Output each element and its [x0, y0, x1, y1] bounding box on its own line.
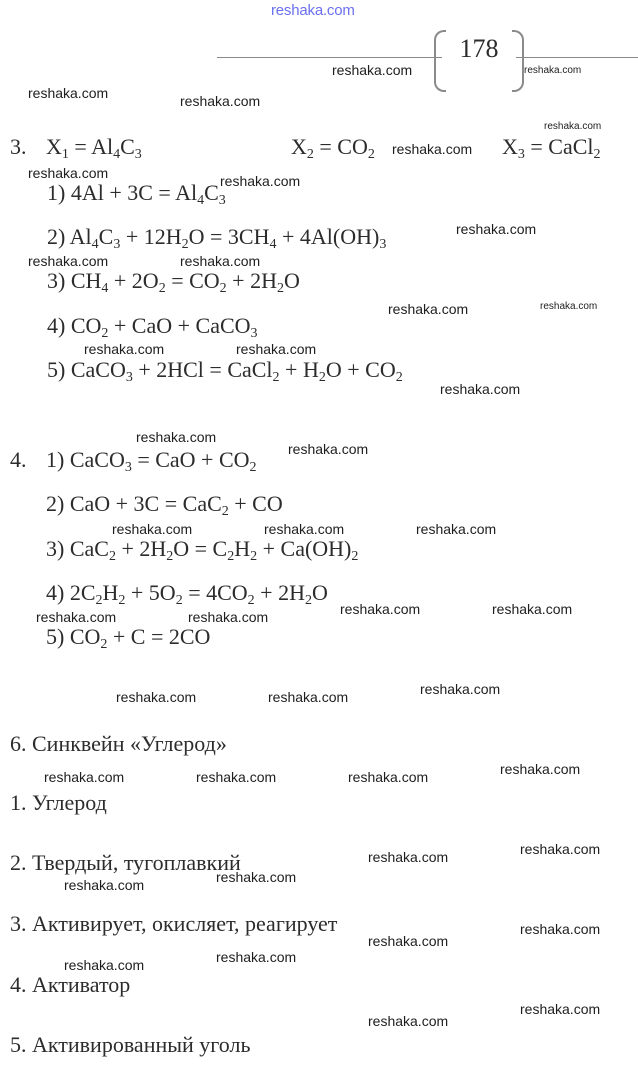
- task3-equation-2: [47, 224, 386, 250]
- formula-text: C: [204, 180, 219, 205]
- formula-text: + Ca(OH): [257, 536, 352, 561]
- cinquain-line-5: 5. Активированный уголь: [10, 1032, 251, 1057]
- watermark: reshaka.com: [368, 933, 449, 949]
- subscript: 3: [113, 237, 121, 252]
- formula-text: 1) 4Al + 3C = Al: [47, 180, 198, 205]
- cinquain-line-4: 4. Активатор: [10, 972, 131, 997]
- cinquain-line-1: 1. Углерод: [10, 790, 107, 815]
- formula-text: 3) CH: [47, 268, 102, 293]
- watermark: reshaka.com: [28, 165, 109, 181]
- formula-text: + H: [279, 357, 319, 382]
- watermark: reshaka.com: [524, 65, 582, 76]
- formula-text: X: [46, 134, 62, 159]
- subscript: 2: [221, 504, 229, 519]
- subscript: 2: [351, 549, 359, 564]
- subscript: 2: [318, 370, 326, 385]
- formula-text: O + CO: [325, 357, 396, 382]
- watermark: reshaka.com: [420, 681, 501, 697]
- subscript: 2: [158, 281, 166, 296]
- task3-x3: [502, 134, 601, 160]
- subscript: 2: [118, 593, 126, 608]
- task4-equation-3: [46, 536, 358, 562]
- subscript: 3: [134, 147, 142, 162]
- watermark: reshaka.com: [264, 521, 345, 537]
- watermark: reshaka.com: [520, 841, 601, 857]
- subscript: 2: [306, 147, 314, 162]
- task3-equation-1: [47, 180, 226, 206]
- formula-text: = CO: [313, 134, 368, 159]
- task3-x2: [291, 134, 375, 160]
- watermark: reshaka.com: [196, 769, 277, 785]
- watermark: reshaka.com: [116, 689, 197, 705]
- formula-text: X: [291, 134, 307, 159]
- subscript: 2: [304, 593, 312, 608]
- task4-equation-4: [46, 580, 328, 606]
- subscript: 1: [61, 147, 69, 162]
- watermark: reshaka.com: [332, 62, 413, 78]
- subscript: 4: [269, 237, 277, 252]
- subscript: 2: [272, 370, 280, 385]
- task4-equation-1: [46, 447, 257, 473]
- task3-equation-5: [47, 357, 403, 383]
- formula-text: + 2O: [108, 268, 159, 293]
- cinquain-line-3: 3. Активирует, окисляет, реагирует: [10, 911, 338, 936]
- formula-text: C: [98, 224, 114, 249]
- page-number: 178: [459, 34, 499, 63]
- subscript: 2: [395, 370, 403, 385]
- task4-number: 4.: [10, 447, 27, 472]
- task3-equation-3: [47, 268, 300, 294]
- subscript: 2: [249, 460, 257, 475]
- task4-equation-2: [46, 491, 283, 517]
- subscript: 2: [227, 549, 235, 564]
- cinquain-line-2: 2. Твердый, тугоплавкий: [10, 850, 241, 875]
- formula-text: + 2H: [226, 268, 277, 293]
- subscript: 2: [367, 147, 375, 162]
- watermark: reshaka.com: [112, 521, 193, 537]
- watermark: reshaka.com: [136, 429, 217, 445]
- watermark: reshaka.com: [268, 689, 349, 705]
- formula-text: + 4Al(OH): [276, 224, 380, 249]
- subscript: 3: [124, 460, 132, 475]
- formula-text: 1) CaCO: [46, 447, 125, 472]
- subscript: 3: [125, 370, 133, 385]
- watermark: reshaka.com: [368, 1013, 449, 1029]
- formula-text: = Al: [68, 134, 114, 159]
- subscript: 2: [219, 281, 227, 296]
- watermark: reshaka.com: [440, 381, 521, 397]
- subscript: 2: [166, 549, 174, 564]
- formula-text: 2) Al: [47, 224, 92, 249]
- subscript: 2: [95, 593, 103, 608]
- subscript: 2: [108, 549, 116, 564]
- header-rule: [217, 57, 638, 58]
- formula-text: 5) CaCO: [47, 357, 126, 382]
- watermark: reshaka.com: [520, 1001, 601, 1017]
- watermark: reshaka.com: [492, 601, 573, 617]
- subscript: 2: [247, 593, 255, 608]
- formula-text: = CaO + CO: [131, 447, 250, 472]
- task6-title: 6. Синквейн «Углерод»: [10, 731, 227, 756]
- subscript: 2: [181, 237, 189, 252]
- formula-text: + C = 2CO: [107, 624, 211, 649]
- watermark: reshaka.com: [348, 769, 429, 785]
- subscript: 4: [197, 193, 205, 208]
- subscript: 2: [276, 281, 284, 296]
- formula-text: H: [234, 536, 251, 561]
- formula-text: X: [502, 134, 518, 159]
- subscript: 2: [250, 549, 258, 564]
- watermark: reshaka.com: [216, 949, 297, 965]
- formula-text: + 2HCl = CaCl: [132, 357, 273, 382]
- watermark: reshaka.com: [28, 253, 109, 269]
- page-number-badge: [434, 30, 524, 88]
- watermark: reshaka.com: [216, 869, 297, 885]
- watermark: reshaka.com: [236, 341, 317, 357]
- watermark: reshaka.com: [456, 221, 537, 237]
- site-header-link[interactable]: reshaka.com: [271, 2, 355, 19]
- formula-text: + 12H: [120, 224, 182, 249]
- watermark: reshaka.com: [392, 141, 473, 157]
- formula-text: C: [120, 134, 135, 159]
- formula-text: H: [102, 580, 119, 605]
- formula-text: + CaO + CaCO: [108, 313, 251, 338]
- watermark: reshaka.com: [180, 253, 261, 269]
- formula-text: + 2H: [115, 536, 167, 561]
- watermark: reshaka.com: [500, 761, 581, 777]
- subscript: 3: [379, 237, 387, 252]
- formula-text: O = 3CH: [188, 224, 270, 249]
- watermark: reshaka.com: [544, 121, 602, 132]
- task3-equation-4: [47, 313, 258, 339]
- formula-text: + 2H: [254, 580, 305, 605]
- subscript: 2: [175, 593, 183, 608]
- subscript: 4: [113, 147, 121, 162]
- watermark: reshaka.com: [64, 957, 145, 973]
- watermark: reshaka.com: [188, 609, 269, 625]
- subscript: 2: [101, 326, 109, 341]
- subscript: 3: [250, 326, 258, 341]
- subscript: 3: [517, 147, 525, 162]
- watermark: reshaka.com: [44, 769, 125, 785]
- formula-text: = CaCl: [524, 134, 594, 159]
- watermark: reshaka.com: [368, 849, 449, 865]
- watermark: reshaka.com: [388, 301, 469, 317]
- task4-equation-5: [46, 624, 210, 650]
- subscript: 4: [91, 237, 99, 252]
- formula-text: 4) 2C: [46, 580, 96, 605]
- formula-text: = 4CO: [182, 580, 248, 605]
- formula-text: O: [283, 268, 300, 293]
- formula-text: 5) CO: [46, 624, 101, 649]
- watermark: reshaka.com: [64, 877, 145, 893]
- formula-text: = CO: [165, 268, 220, 293]
- formula-text: O: [311, 580, 328, 605]
- watermark: reshaka.com: [340, 601, 421, 617]
- watermark: reshaka.com: [28, 85, 109, 101]
- subscript: 4: [101, 281, 109, 296]
- subscript: 3: [218, 193, 226, 208]
- watermark: reshaka.com: [288, 441, 369, 457]
- watermark: reshaka.com: [416, 521, 497, 537]
- watermark: reshaka.com: [180, 93, 261, 109]
- task3-x1: [46, 134, 142, 160]
- watermark: reshaka.com: [540, 301, 598, 312]
- formula-text: 2) CaO + 3C = CaC: [46, 491, 222, 516]
- watermark: reshaka.com: [36, 609, 117, 625]
- subscript: 2: [593, 147, 601, 162]
- task3-number: 3.: [10, 134, 27, 159]
- watermark: reshaka.com: [84, 341, 165, 357]
- subscript: 2: [100, 637, 108, 652]
- formula-text: 3) CaC: [46, 536, 109, 561]
- formula-text: + 5O: [125, 580, 176, 605]
- watermark: reshaka.com: [520, 921, 601, 937]
- formula-text: O = C: [173, 536, 228, 561]
- formula-text: + CO: [228, 491, 283, 516]
- formula-text: 4) CO: [47, 313, 102, 338]
- watermark: reshaka.com: [220, 173, 301, 189]
